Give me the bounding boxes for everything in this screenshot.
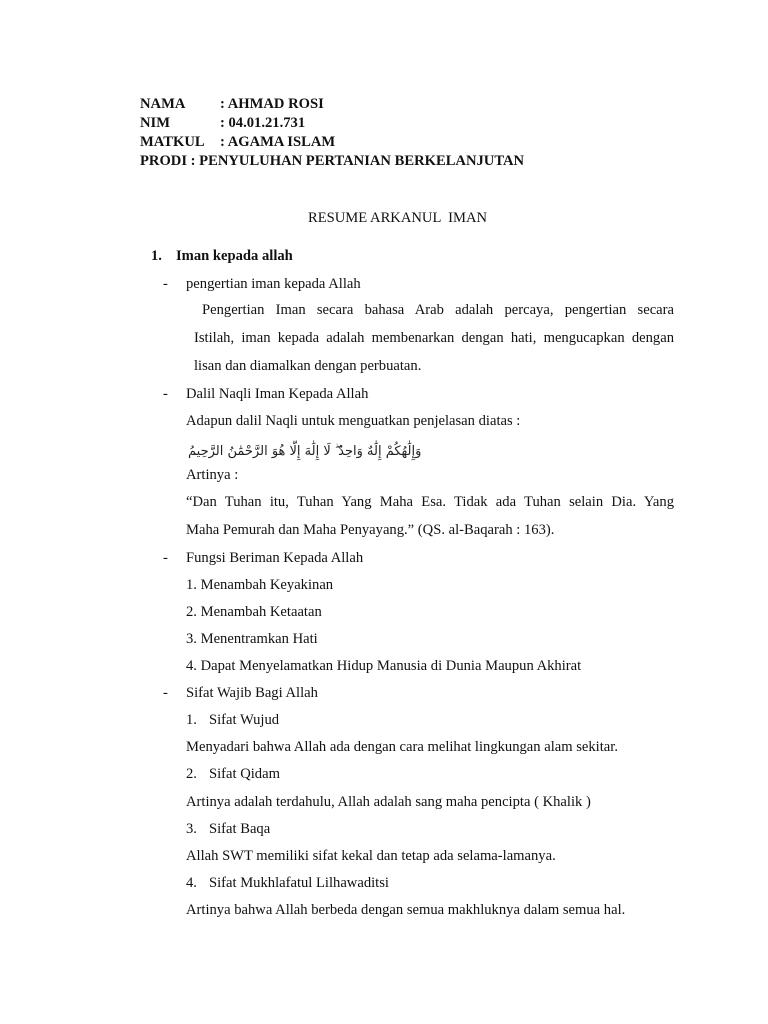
sifat-number: 1. xyxy=(186,712,197,728)
fungsi-item: 4. Dapat Menyelamatkan Hidup Manusia di Dunia Maupun Akhirat xyxy=(186,658,582,674)
matkul-label: MATKUL xyxy=(140,134,205,150)
dalil-label: Dalil Naqli Iman Kepada Allah xyxy=(186,386,369,402)
nama-value: : AHMAD ROSI xyxy=(220,96,324,112)
sifat-description: Artinya adalah terdahulu, Allah adalah sang maha pencipta ( Khalik ) xyxy=(186,794,591,810)
sifat-name: Sifat Baqa xyxy=(209,821,271,837)
nama-label: NAMA xyxy=(140,96,186,112)
prodi-line: PRODI : PENYULUHAN PERTANIAN BERKELANJUTAN xyxy=(140,153,525,169)
sifat-description: Artinya bahwa Allah berbeda dengan semua makhluknya dalam semua hal. xyxy=(186,902,626,918)
sifat-label: Sifat Wajib Bagi Allah xyxy=(186,685,318,701)
nim-value: : 04.01.21.731 xyxy=(220,115,306,131)
artinya-label: Artinya : xyxy=(186,467,239,483)
bullet-dash: - xyxy=(163,276,168,292)
bullet-dash: - xyxy=(163,550,168,566)
section-number: 1. xyxy=(151,248,162,264)
pengertian-line-1: Pengertian Iman secara bahasa Arab adalah percaya, pengertian secara xyxy=(202,302,674,318)
quote-line-1: “Dan Tuhan itu, Tuhan Yang Maha Esa. Tidak ada Tuhan selain Dia. Yang xyxy=(186,494,674,510)
sifat-number: 3. xyxy=(186,821,197,837)
nim-label: NIM xyxy=(140,115,170,131)
quote-line-2: Maha Pemurah dan Maha Penyayang.” (QS. al-Baqarah : 163). xyxy=(186,522,555,538)
sifat-name: Sifat Wujud xyxy=(209,712,280,728)
sifat-name: Sifat Mukhlafatul Lilhawaditsi xyxy=(209,875,389,891)
fungsi-item: 1. Menambah Keyakinan xyxy=(186,577,334,593)
sifat-name: Sifat Qidam xyxy=(209,766,280,782)
pengertian-line-3: lisan dan diamalkan dengan perbuatan. xyxy=(194,358,422,374)
fungsi-label: Fungsi Beriman Kepada Allah xyxy=(186,550,364,566)
document-title: RESUME ARKANUL IMAN xyxy=(308,210,488,226)
bullet-dash: - xyxy=(163,685,168,701)
pengertian-label: pengertian iman kepada Allah xyxy=(186,276,361,292)
section-heading: Iman kepada allah xyxy=(176,248,293,264)
fungsi-item: 2. Menambah Ketaatan xyxy=(186,604,322,620)
sifat-description: Allah SWT memiliki sifat kekal dan tetap ada selama-lamanya. xyxy=(186,848,556,864)
matkul-value: : AGAMA ISLAM xyxy=(220,134,336,150)
sifat-number: 2. xyxy=(186,766,197,782)
bullet-dash: - xyxy=(163,386,168,402)
sifat-description: Menyadari bahwa Allah ada dengan cara melihat lingkungan alam sekitar. xyxy=(186,739,618,755)
dalil-intro: Adapun dalil Naqli untuk menguatkan penjelasan diatas : xyxy=(186,413,521,429)
fungsi-item: 3. Menentramkan Hati xyxy=(186,631,318,647)
sifat-number: 4. xyxy=(186,875,197,891)
pengertian-line-2: Istilah, iman kepada adalah membenarkan dengan hati, mengucapkan dengan xyxy=(194,330,674,346)
arabic-verse: وَإِلَٰهُكُمْ إِلَٰهٌ وَاحِدٌ ۖ لَا إِلَٰهَ إِلَّا هُوَ الرَّحْمَٰنُ الرَّحِيمُ xyxy=(188,444,422,459)
